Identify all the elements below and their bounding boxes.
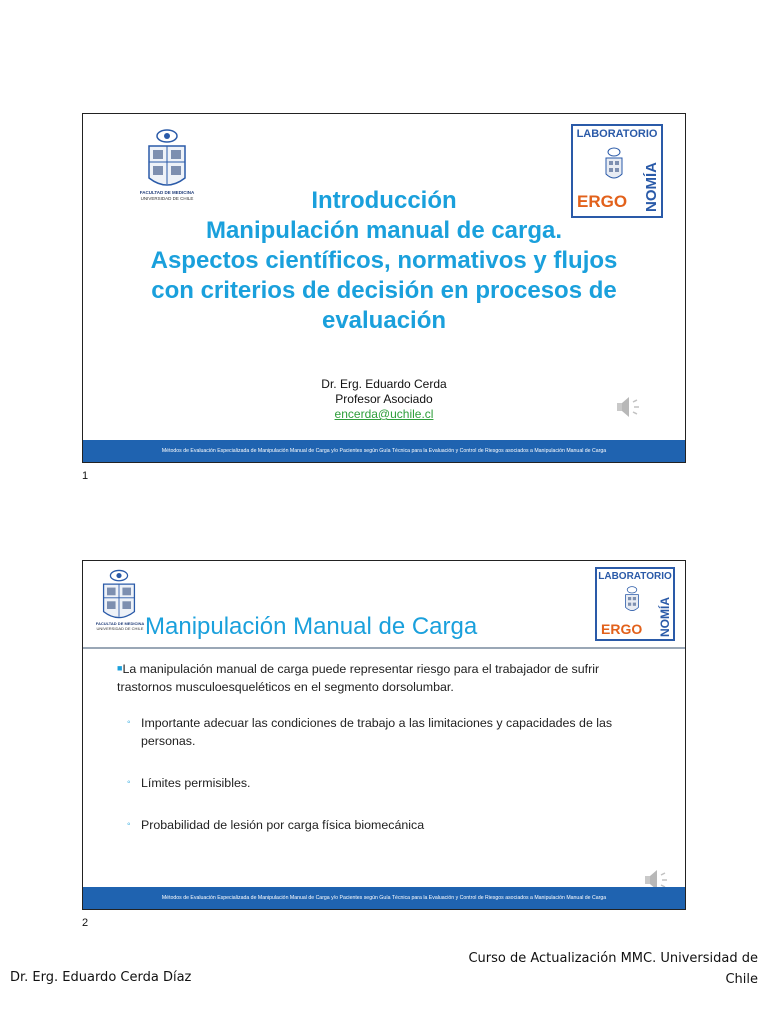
title-divider <box>83 647 685 649</box>
circle-bullet-icon: ◦ <box>127 777 131 788</box>
lab-logo-title: LABORATORIO <box>576 128 658 140</box>
sub-bullet <box>127 816 645 834</box>
slide-1 <box>82 113 686 463</box>
lab-ergonomia-logo <box>595 567 675 641</box>
slide-2 <box>82 560 686 910</box>
document-author: Dr. Erg. Eduardo Cerda Díaz <box>10 970 192 985</box>
course-name <box>468 948 758 990</box>
slide-1-title <box>83 186 685 336</box>
author-name: Dr. Erg. Eduardo Cerda <box>321 377 447 391</box>
course-name-line-1: Curso de Actualización MMC. Universidad de <box>468 951 758 966</box>
lab-logo-nomia: NOMÍA <box>643 162 660 212</box>
course-name-line-2: Chile <box>725 972 758 987</box>
author-block <box>83 377 685 422</box>
speaker-icon[interactable] <box>615 394 643 420</box>
slide-2-number: 2 <box>82 917 89 929</box>
lab-logo-ergo: ERGO <box>577 192 628 211</box>
author-role: Profesor Asociado <box>335 392 433 406</box>
slide-2-footer: Métodos de Evaluación Especializada de Manipulación Manual de Carga y/o Pacientes según Guía Técnica para la Evaluación y Control de Riesgos asociados a Manipulación Manual de Carga <box>83 887 685 909</box>
lab-crest-icon <box>603 146 625 186</box>
lab-crest-icon <box>623 585 641 617</box>
main-bullet <box>117 659 645 696</box>
sub-bullet-text: Importante adecuar las condiciones de trabajo a las limitaciones y capacidades de las personas. <box>141 716 613 748</box>
uni-logo-line-1: FACULTAD DE MEDICINA <box>139 190 195 195</box>
author-email-link[interactable]: encerda@uchile.cl <box>334 407 434 421</box>
square-bullet-icon: ■ <box>117 663 123 673</box>
slide-2-body <box>117 659 645 834</box>
lab-logo-ergo: ERGO <box>601 621 643 637</box>
lab-logo-title: LABORATORIO <box>598 571 672 582</box>
slide-1-footer: Métodos de Evaluación Especializada de Manipulación Manual de Carga y/o Pacientes según Guía Técnica para la Evaluación y Control de Riesgos asociados a Manipulación Manual de Carga <box>83 440 685 462</box>
uni-logo-line-1: FACULTAD DE MEDICINA <box>95 621 145 626</box>
title-line-4: con criterios de decisión en procesos de <box>151 277 617 304</box>
uni-logo-line-2: UNIVERSIDAD DE CHILE <box>96 626 144 631</box>
university-logo <box>91 567 155 657</box>
slide-1-number: 1 <box>82 470 89 482</box>
slide-2-title: Manipulación Manual de Carga <box>145 613 478 640</box>
uni-logo-line-2: UNIVERSIDAD DE CHILE <box>140 196 194 201</box>
university-crest-icon <box>91 567 147 627</box>
sub-bullet <box>127 774 645 792</box>
circle-bullet-icon: ◦ <box>127 819 131 830</box>
title-line-1: Introducción <box>311 187 457 214</box>
main-bullet-text: La manipulación manual de carga puede representar riesgo para el trabajador de sufrir trastornos musculoesqueléticos en el segmento dorsolumbar. <box>117 662 600 694</box>
title-line-3: Aspectos científicos, normativos y flujos <box>150 247 618 274</box>
circle-bullet-icon: ◦ <box>127 717 131 728</box>
sub-bullet <box>127 714 645 750</box>
lab-logo-nomia: NOMÍA <box>658 597 672 637</box>
sub-bullet-text: Probabilidad de lesión por carga física biomecánica <box>141 818 425 832</box>
title-line-5: evaluación <box>321 307 447 334</box>
title-line-2: Manipulación manual de carga. <box>205 217 563 244</box>
sub-bullet-text: Límites permisibles. <box>141 776 251 790</box>
